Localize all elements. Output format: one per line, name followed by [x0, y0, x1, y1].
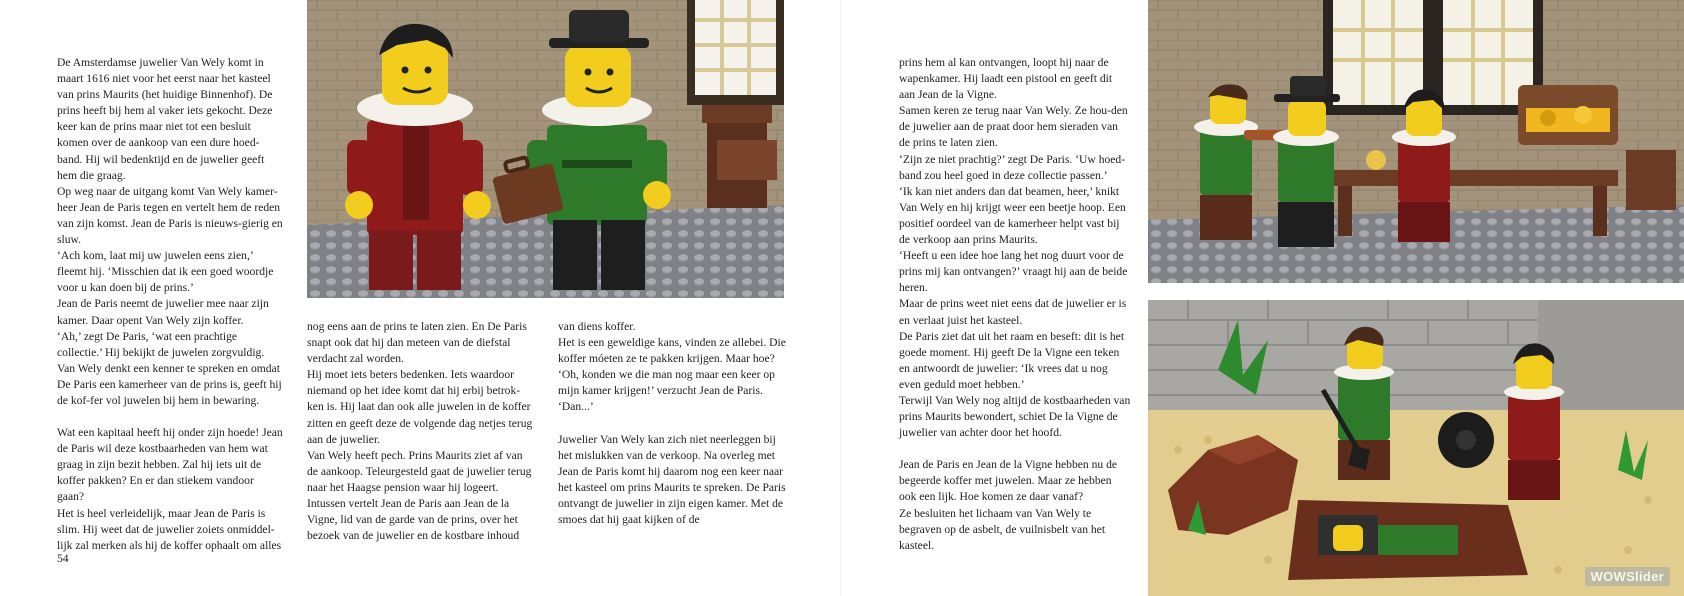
- paragraph: Jean de Paris en Jean de la Vigne hebben nu de begeerde koffer met juwelen. Maar ze hebben ook een lijk. Hoe komen ze daar vanaf?: [899, 458, 1118, 504]
- paragraph: Terwijl Van Wely nog altijd de kostbaarheden van prins Maurits bewondert, schiet De la Vigne de juwelier van achter door het hoofd.: [899, 393, 1131, 440]
- left-column-1: [57, 55, 283, 554]
- paragraph: ‘Ik kan niet anders dan dat beamen, heer,’ knikt Van Wely en hij krijgt weer een beetje hoop. Een positief oordeel van de kamerheer helpt vast bij de verkoop aan prins Maurits.: [899, 184, 1126, 247]
- paragraph: Van Wely heeft pech. Prins Maurits ziet af van de aankoop. Teleurgesteld gaat de juwelier terug naar het Haagse pension waar hij logeert. Intussen vertelt Jean de Paris aan Jean de la Vigne, lid van de garde van de prins, over het bezoek van de juwelier en de kostbare inhoud: [307, 448, 532, 543]
- paragraph: Het is heel verleidelijk, maar Jean de Paris is slim. Hij weet dat de juwelier zoiets onmiddel-lijk zal merken als hij de koffer ophaalt om alles: [57, 506, 282, 552]
- paragraph: ‘Zijn ze niet prachtig?’ zegt De Paris. ‘Uw hoed-band zou heel goed in deze collectie passen.’: [899, 152, 1126, 182]
- paragraph: van diens koffer.: [558, 320, 636, 333]
- lego-scene-illustration: [1148, 300, 1684, 596]
- photo-burial-scene: [1148, 300, 1684, 596]
- photo-showing-jewels: [1148, 0, 1684, 283]
- paragraph: ‘Ah,’ zegt De Paris, ‘wat een prachtige collectie.’ Hij bekijkt de juwelen zorgvuldig. Van Wely denkt een kenner te spreken en omdat De Paris een kamerheer van de prins is, geeft hij de kof-fer vol juwelen bij hem in bewaring.: [57, 329, 282, 407]
- paragraph: Maar de prins weet niet eens dat de juwelier er is en verlaat juist het kasteel.: [899, 297, 1127, 327]
- wowslider-watermark: WOWSlider: [1585, 567, 1670, 586]
- paragraph: prins hem al kan ontvangen, loopt hij naar de wapenkamer. Hij laadt een pistool en geeft dit aan Jean de la Vigne.: [899, 56, 1113, 102]
- page-number: 54: [57, 552, 69, 565]
- paragraph: nog eens aan de prins te laten zien. En De Paris snapt ook dat hij dan meteen van de diefstal verdacht zal worden.: [307, 320, 527, 366]
- photo-jeweler-and-chamberlain: [307, 0, 784, 298]
- paragraph: Hij moet iets beters bedenken. Iets waardoor niemand op het idee komt dat hij erbij betrok-ken is. Hij laat dan ook alle juwelen in de koffer zitten en geeft deze de volgende dag netjes terug aan de juwelier.: [307, 368, 533, 446]
- paragraph: ‘Ach kom, laat mij uw juwelen eens zien,’ fleemt hij. ‘Misschien dat ik een goed woordje voor u kan doen bij de prins.’: [57, 249, 274, 295]
- right-page: [842, 0, 1684, 596]
- paragraph: Op weg naar de uitgang komt Van Wely kamer-heer Jean de Paris tegen en vertelt hem de reden van zijn komst. Jean de Paris is nieuws-gierig en sluw.: [57, 184, 283, 247]
- paragraph: Jean de Paris neemt de juwelier mee naar zijn kamer. Daar opent Van Wely zijn koffer.: [57, 297, 269, 327]
- paragraph: ‘Oh, konden we die man nog maar een keer op mijn kamer krijgen!’ verzucht Jean de Paris. ‘Dan...’: [558, 368, 775, 414]
- paragraph: De Paris ziet dat uit het raam en beseft: dit is het goede moment. Hij geeft De la Vigne een teken en antwoordt de juwelier: ‘Ik vrees dat u nog even geduld moet hebben.’: [899, 329, 1125, 391]
- right-column-1: [899, 55, 1131, 554]
- paragraph: ‘Heeft u een idee hoe lang het nog duurt voor de prins mij kan ontvangen?’ vraagt hij aan de beide heren.: [899, 249, 1128, 295]
- left-column-3: [558, 319, 786, 528]
- paragraph: Het is een geweldige kans, vinden ze allebei. Die koffer móeten ze te pakken krijgen. Maar hoe?: [558, 336, 786, 366]
- paragraph: Juwelier Van Wely kan zich niet neerleggen bij het mislukken van de verkoop. Na overleg met Jean de Paris komt hij daarom nog een keer naar het kasteel om prins Maurits te spreken. De Paris ontvangt de juwelier in zijn eigen kamer. Met de smoes dat hij gaat kijken of de: [558, 432, 786, 527]
- paragraph: De Amsterdamse juwelier Van Wely komt in maart 1616 niet voor het eerst naar het kasteel van prins Maurits (het huidige Binnenhof). De prins heeft bij hem al vaker iets gekocht. Deze keer kan de prins maar niet tot een besluit komen over de aankoop van een dure hoed-band. Hij wil bedenktijd en de juwelier geeft hem die graag.: [57, 56, 273, 182]
- lego-scene-illustration: [307, 0, 784, 298]
- left-column-2: [307, 319, 535, 544]
- lego-scene-illustration: [1148, 0, 1684, 283]
- paragraph: Wat een kapitaal heeft hij onder zijn hoede! Jean de Paris wil deze kostbaarheden van hem wat graag in zijn bezit hebben. Zal hij iets uit de koffer pakken? En er dan stiekem vandoor gaan?: [57, 426, 283, 504]
- paragraph: Samen keren ze terug naar Van Wely. Ze hou-den de juwelier aan de praat door hem sieraden van de prins te laten zien.: [899, 104, 1128, 150]
- paragraph: Ze besluiten het lichaam van Van Wely te begraven op de asbelt, de vuilnisbelt van het kasteel.: [899, 506, 1106, 552]
